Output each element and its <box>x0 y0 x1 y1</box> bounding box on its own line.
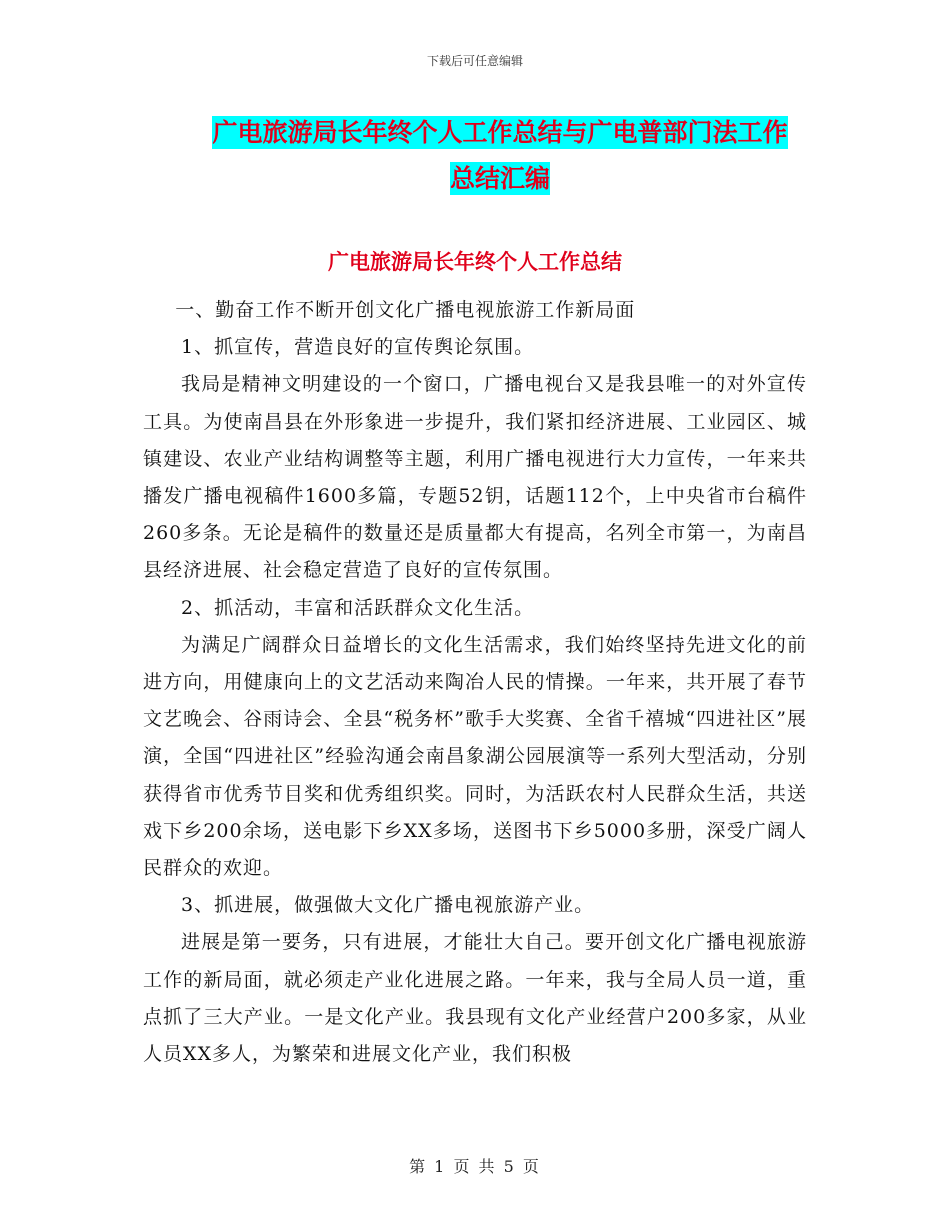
paragraph-3: 进展是第一要务，只有进展，才能壮大自己。要开创文化广播电视旅游工作的新局面，就必须走产业化进展之路。一年来，我与全局人员一道，重点抓了三大产业。一是文化产业。我县现有文化产业经营户200多家，从业人员XX多人，为繁荣和进展文化产业，我们积极 <box>143 931 807 1066</box>
section-heading-1: 一、勤奋工作不断开创文化广播电视旅游工作新局面 <box>175 299 636 321</box>
subheading-3: 3、抓进展，做强做大文化广播电视旅游产业。 <box>181 894 595 917</box>
paragraph-1: 我局是精神文明建设的一个窗口，广播电视台又是我县唯一的对外宣传工具。为使南昌县在外形象进一步提升，我们紧扣经济进展、工业园区、城镇建设、农业产业结构调整等主题，利用广播电视进行大力宣传，一年来共播发广播电视稿件1600多篇，专题52钥，话题112个，上中央省市台稿件260多条。无论是稿件的数量还是质量都大有提高，名列全市第一，为南昌县经济进展、社会稳定营造了良好的宣传氛围。 <box>143 373 807 582</box>
subheading-1: 1、抓宣传，营造良好的宣传舆论氛围。 <box>181 336 535 359</box>
page-number: 第 1 页 共 5 页 <box>409 1157 541 1176</box>
header-note: 下载后可任意编辑 <box>426 54 523 68</box>
title-line-1: 广电旅游局长年终个人工作总结与广电普部门法工作 <box>212 118 788 147</box>
subheading-2: 2、抓活动，丰富和活跃群众文化生活。 <box>181 596 535 619</box>
title-line-2: 总结汇编 <box>449 164 550 193</box>
section-heading: 广电旅游局长年终个人工作总结 <box>328 250 622 274</box>
document-body <box>143 292 807 1073</box>
document-title <box>190 110 810 202</box>
paragraph-2: 为满足广阔群众日益增长的文化生活需求，我们始终坚持先进文化的前进方向，用健康向上的文艺活动来陶冶人民的情操。一年来，共开展了春节文艺晚会、谷雨诗会、全县“税务杯”歌手大奖赛、全省千禧城“四进社区”展演，全国“四进社区”经验沟通会南昌象湖公园展演等一系列大型活动，分别获得省市优秀节目奖和优秀组织奖。同时，为活跃农村人民群众生活，共送戏下乡200余场，送电影下乡XX多场，送图书下乡5000多册，深受广阔人民群众的欢迎。 <box>143 633 807 880</box>
